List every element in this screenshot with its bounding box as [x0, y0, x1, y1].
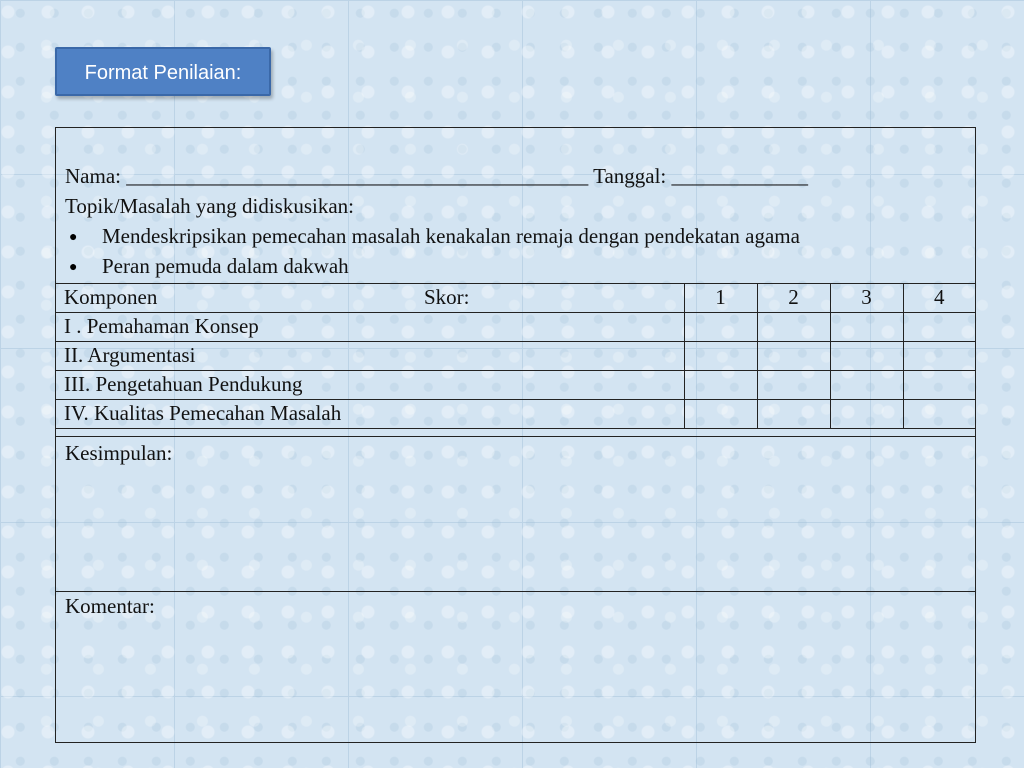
- score-column-2: 2: [757, 283, 830, 312]
- score-column-3: 3: [830, 283, 903, 312]
- score-table: [56, 283, 975, 429]
- bullet-item: Peran pemuda dalam dakwah: [102, 254, 349, 278]
- table-row: [56, 312, 975, 341]
- score-cell[interactable]: [757, 370, 830, 399]
- score-cell[interactable]: [684, 312, 757, 341]
- score-cell[interactable]: [903, 312, 975, 341]
- bullet-item: Mendeskripsikan pemecahan masalah kenakalan remaja dengan pendekatan agama: [102, 224, 800, 248]
- score-cell[interactable]: [903, 399, 975, 428]
- score-cell[interactable]: [903, 370, 975, 399]
- table-row: [56, 399, 975, 428]
- score-cell[interactable]: [830, 399, 903, 428]
- komponen-header: Komponen: [64, 284, 158, 309]
- slide-title: Format Penilaian:: [55, 47, 271, 96]
- bullet-dot: ●: [69, 230, 78, 245]
- skor-header: Skor:: [424, 284, 470, 309]
- table-row: [56, 341, 975, 370]
- score-cell[interactable]: [830, 341, 903, 370]
- score-cell[interactable]: [757, 341, 830, 370]
- score-column-1: 1: [684, 283, 757, 312]
- score-cell[interactable]: [903, 341, 975, 370]
- assessment-form: [55, 127, 976, 743]
- kesimpulan-label: Kesimpulan:: [65, 441, 173, 465]
- score-cell[interactable]: [757, 399, 830, 428]
- score-cell[interactable]: [684, 399, 757, 428]
- form-header-section: [56, 128, 975, 284]
- score-cell[interactable]: [830, 370, 903, 399]
- score-table-header: [56, 283, 975, 312]
- komentar-section[interactable]: [56, 590, 975, 742]
- score-cell[interactable]: [757, 312, 830, 341]
- component-name: I . Pemahaman Konsep: [56, 312, 684, 341]
- table-row: [56, 370, 975, 399]
- score-cell[interactable]: [830, 312, 903, 341]
- komponen-header-cell: [56, 283, 684, 312]
- topik-label: Topik/Masalah yang didiskusikan:: [65, 194, 354, 218]
- komentar-label: Komentar:: [65, 594, 155, 618]
- score-cell[interactable]: [684, 370, 757, 399]
- nama-tanggal-line: Nama: ____________________________________________ Tanggal: _____________: [65, 164, 809, 188]
- bullet-dot: ●: [69, 260, 78, 275]
- kesimpulan-section[interactable]: [56, 436, 975, 592]
- component-name: III. Pengetahuan Pendukung: [56, 370, 684, 399]
- component-name: II. Argumentasi: [56, 341, 684, 370]
- score-cell[interactable]: [684, 341, 757, 370]
- score-column-4: 4: [903, 283, 975, 312]
- component-name: IV. Kualitas Pemecahan Masalah: [56, 399, 684, 428]
